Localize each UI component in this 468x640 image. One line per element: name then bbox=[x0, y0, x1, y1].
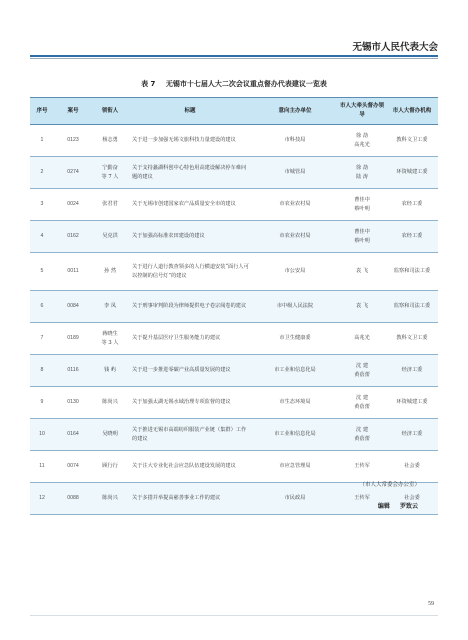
row-case-number: 0123 bbox=[54, 125, 92, 157]
row-supervising-org: 社会委 bbox=[386, 483, 438, 515]
row-supervising-leader: 高兆光 bbox=[338, 323, 386, 355]
table-number: 表 7 bbox=[141, 80, 156, 88]
row-suggestion-title: 关于推进无锡市高端纺织服装产业链（集群）工作的建议 bbox=[128, 419, 252, 451]
row-suggestion-title: 关于进一步加强无锡文旅科技力量建设的建议 bbox=[128, 125, 252, 157]
table-row bbox=[30, 387, 438, 419]
row-host-unit: 市城管局 bbox=[252, 157, 338, 189]
row-case-number: 0116 bbox=[54, 355, 92, 387]
row-supervising-org: 经济工委 bbox=[386, 355, 438, 387]
row-suggestion-title: 关于进行人道行教查领多的人行横道安装“面行人可以控制的信号灯”的建议 bbox=[128, 253, 252, 291]
row-seq: 12 bbox=[30, 483, 54, 515]
row-case-number: 0084 bbox=[54, 291, 92, 323]
row-supervising-org: 监察和司法工委 bbox=[386, 291, 438, 323]
row-supervising-leader: 徐 劼 高兆光 bbox=[338, 125, 386, 157]
row-suggestion-title: 关于提升基层医疗卫生服务能力的建议 bbox=[128, 323, 252, 355]
footer-rule bbox=[30, 615, 438, 616]
row-host-unit: 市中级人民法院 bbox=[252, 291, 338, 323]
editor-credit bbox=[370, 501, 418, 510]
row-seq: 3 bbox=[30, 189, 54, 221]
row-seq: 7 bbox=[30, 323, 54, 355]
row-suggestion-title: 关于注大专业化社会应急队伍建设发展的建议 bbox=[128, 451, 252, 483]
row-lead-delegate: 顾行行 bbox=[92, 451, 128, 483]
column-header: 案号 bbox=[54, 98, 92, 125]
column-header: 领衔人 bbox=[92, 98, 128, 125]
row-host-unit: 市工业和信息化局 bbox=[252, 355, 338, 387]
table-row bbox=[30, 451, 438, 483]
row-supervising-org: 环资城建工委 bbox=[386, 157, 438, 189]
row-lead-delegate: 张君君 bbox=[92, 189, 128, 221]
row-host-unit: 市农业农村局 bbox=[252, 221, 338, 253]
column-header: 市人大牵头督办领导 bbox=[338, 98, 386, 125]
editor-label: 编辑 bbox=[377, 503, 390, 510]
row-lead-delegate: 钱 屿 bbox=[92, 355, 128, 387]
row-supervising-leader: 曹佳中 蔡叶明 bbox=[338, 221, 386, 253]
row-supervising-org: 环资城建工委 bbox=[386, 387, 438, 419]
row-host-unit: 市农业农村局 bbox=[252, 189, 338, 221]
row-case-number: 0162 bbox=[54, 221, 92, 253]
row-suggestion-title: 关于多措并举提高慈善事业工作的建议 bbox=[128, 483, 252, 515]
row-supervising-leader: 王传军 bbox=[338, 483, 386, 515]
row-seq: 9 bbox=[30, 387, 54, 419]
row-supervising-leader: 王传军 bbox=[338, 451, 386, 483]
row-supervising-org: 社会委 bbox=[386, 451, 438, 483]
table-row bbox=[30, 157, 438, 189]
row-suggestion-title: 关于支持蠡湖科创中心特色用高建设解决停车难问题的建议 bbox=[128, 157, 252, 189]
row-lead-delegate: 孙 然 bbox=[92, 253, 128, 291]
row-host-unit: 市工业和信息化局 bbox=[252, 419, 338, 451]
row-seq: 8 bbox=[30, 355, 54, 387]
table-body bbox=[30, 125, 438, 515]
row-supervising-org: 教科文卫工委 bbox=[386, 323, 438, 355]
table-row bbox=[30, 189, 438, 221]
column-header: 序号 bbox=[30, 98, 54, 125]
row-suggestion-title: 关于加强太湖无锡水域治理专项监督的建议 bbox=[128, 387, 252, 419]
row-supervising-leader: 沈 建 黄蓓蕾 bbox=[338, 419, 386, 451]
row-host-unit: 市公安局 bbox=[252, 253, 338, 291]
column-header: 意向主办单位 bbox=[252, 98, 338, 125]
row-supervising-org: 教科文卫工委 bbox=[386, 125, 438, 157]
row-lead-delegate: 陈尚兴 bbox=[92, 483, 128, 515]
row-supervising-leader: 袁 飞 bbox=[338, 291, 386, 323]
publication-title: 无锡市人民代表大会 bbox=[352, 42, 438, 53]
suggestion-table bbox=[30, 97, 438, 515]
row-suggestion-title: 关于加强高标准农田建设的建议 bbox=[128, 221, 252, 253]
row-case-number: 0189 bbox=[54, 323, 92, 355]
table-row bbox=[30, 253, 438, 291]
row-seq: 6 bbox=[30, 291, 54, 323]
row-host-unit: 市生态环境局 bbox=[252, 387, 338, 419]
row-suggestion-title: 关于进一步推进零碳产业高质量发展的建议 bbox=[128, 355, 252, 387]
row-case-number: 0274 bbox=[54, 157, 92, 189]
source-note: （市人大常委会办公室） bbox=[359, 482, 420, 488]
row-lead-delegate: 宁勤奋 等 7 人 bbox=[92, 157, 128, 189]
header-rule bbox=[30, 55, 438, 57]
row-case-number: 0011 bbox=[54, 253, 92, 291]
row-supervising-leader: 沈 建 黄蓓蕾 bbox=[338, 355, 386, 387]
row-seq: 4 bbox=[30, 221, 54, 253]
page-number: 59 bbox=[428, 601, 434, 607]
table-header-row bbox=[30, 98, 438, 125]
row-host-unit: 市应急管理局 bbox=[252, 451, 338, 483]
table-row bbox=[30, 323, 438, 355]
row-lead-delegate: 杨志勇 bbox=[92, 125, 128, 157]
column-header: 标题 bbox=[128, 98, 252, 125]
table-row bbox=[30, 221, 438, 253]
row-case-number: 0074 bbox=[54, 451, 92, 483]
row-seq: 2 bbox=[30, 157, 54, 189]
table-row bbox=[30, 355, 438, 387]
row-seq: 5 bbox=[30, 253, 54, 291]
row-case-number: 0024 bbox=[54, 189, 92, 221]
row-supervising-org: 农经工委 bbox=[386, 189, 438, 221]
table-row bbox=[30, 125, 438, 157]
row-supervising-org: 经济工委 bbox=[386, 419, 438, 451]
row-lead-delegate: 李 凤 bbox=[92, 291, 128, 323]
row-case-number: 0164 bbox=[54, 419, 92, 451]
table-row bbox=[30, 291, 438, 323]
column-header: 市人大督办机构 bbox=[386, 98, 438, 125]
header-rule-secondary bbox=[30, 58, 438, 59]
row-supervising-leader: 沈 建 黄蓓蕾 bbox=[338, 387, 386, 419]
row-host-unit: 市科技局 bbox=[252, 125, 338, 157]
editor-name: 罗致云 bbox=[399, 503, 418, 510]
row-suggestion-title: 关于刑事审判阶段为律师提供电子卷宗阅卷的建议 bbox=[128, 291, 252, 323]
row-seq: 10 bbox=[30, 419, 54, 451]
row-lead-delegate: 吴克洪 bbox=[92, 221, 128, 253]
row-seq: 11 bbox=[30, 451, 54, 483]
row-lead-delegate: 吴晓明 bbox=[92, 419, 128, 451]
table-row bbox=[30, 419, 438, 451]
row-lead-delegate: 陈尚兴 bbox=[92, 387, 128, 419]
row-host-unit: 市卫生健康委 bbox=[252, 323, 338, 355]
row-supervising-org: 农经工委 bbox=[386, 221, 438, 253]
row-supervising-leader: 曹佳中 蔡叶明 bbox=[338, 189, 386, 221]
table-title-text: 无锡市十七届人大二次会议重点督办代表建议一览表 bbox=[165, 80, 327, 88]
row-seq: 1 bbox=[30, 125, 54, 157]
table-title bbox=[0, 79, 468, 89]
row-supervising-leader: 徐 劼 陆 涛 bbox=[338, 157, 386, 189]
row-suggestion-title: 关于无锡市创建国家农产品质量安全市的建议 bbox=[128, 189, 252, 221]
row-case-number: 0130 bbox=[54, 387, 92, 419]
row-supervising-leader: 袁 飞 bbox=[338, 253, 386, 291]
row-lead-delegate: 蒋晓生 等 3 人 bbox=[92, 323, 128, 355]
row-supervising-org: 监察和司法工委 bbox=[386, 253, 438, 291]
row-host-unit: 市民政局 bbox=[252, 483, 338, 515]
row-case-number: 0088 bbox=[54, 483, 92, 515]
